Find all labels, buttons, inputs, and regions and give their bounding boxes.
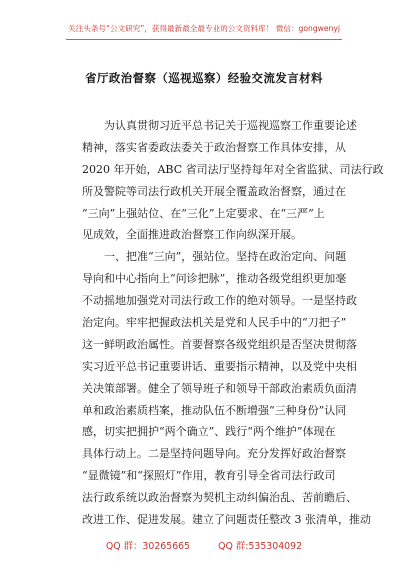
body-line: “显微镜”和“探照灯”作用，教育引导全省司法行政司 <box>82 469 336 483</box>
document-body <box>82 115 384 531</box>
body-line: 改进工作、促进发展。建立了问题责任整改 3 张清单，推动 <box>82 513 371 527</box>
footer-qq-group-1: QQ 群：30265665 <box>105 541 191 552</box>
document-title: 省厅政治督察（巡视巡察）经验交流发言材料 <box>85 71 323 85</box>
body-line: 精神，落实省委政法委关于政治督察工作具体安排，从 <box>82 140 346 154</box>
footer-contact <box>0 538 408 552</box>
footer-qq-group-2: QQ 群:535304092 <box>218 541 303 552</box>
header-banner: 关注头条号“公文研究”，获得最新最全最专业的公文资料库！ 微信：gongwenyj <box>68 24 340 33</box>
body-line: 具体行动上。二是坚持问题导向。充分发挥好政治督察 <box>82 447 346 461</box>
body-line: 所及警院等司法行政机关开展全覆盖政治督察，通过在 <box>82 184 346 198</box>
body-line: 见成效，全面推进政治督察工作向纵深开展。 <box>82 228 302 242</box>
body-line: 关决策部署。健全了领导班子和领导干部政治素质负面清 <box>82 381 357 395</box>
body-line: 感，切实把拥护“两个确立”、践行“两个维护”体现在 <box>82 425 336 439</box>
body-line: 一、把准“三向”，强站位。坚持在政治定向、问题 <box>82 250 347 264</box>
body-line: 这一鲜明政治属性。首要督察各级党组织是否坚决贯彻落 <box>82 337 357 351</box>
header-divider <box>66 39 342 40</box>
body-line: 2020 年开始，ABC 省司法厅坚持每年对全省监狱、司法行政 <box>82 162 384 176</box>
body-line: “三向”上强站位、在“三化”上定要求、在“三严”上 <box>82 206 325 220</box>
body-line: 法行政系统以政治督察为契机主动纠偏治乱、苦前瞻后、 <box>82 491 357 505</box>
body-line: 不动摇地加强党对司法行政工作的绝对领导。一是坚持政 <box>82 294 357 308</box>
body-line: 治定向。牢牢把握政法机关是党和人民手中的“刀把子” <box>82 316 347 330</box>
body-line: 单和政治素质档案，推动队伍不断增强“三种身份”认同 <box>82 403 347 417</box>
body-line: 为认真贯彻习近平总书记关于巡视巡察工作重要论述 <box>82 119 357 132</box>
body-line: 导向和中心指向上“问诊把脉”，推动各级党组织更加毫 <box>82 272 347 286</box>
body-line: 实习近平总书记重要讲话、重要指示精神，以及党中央相 <box>82 359 357 373</box>
